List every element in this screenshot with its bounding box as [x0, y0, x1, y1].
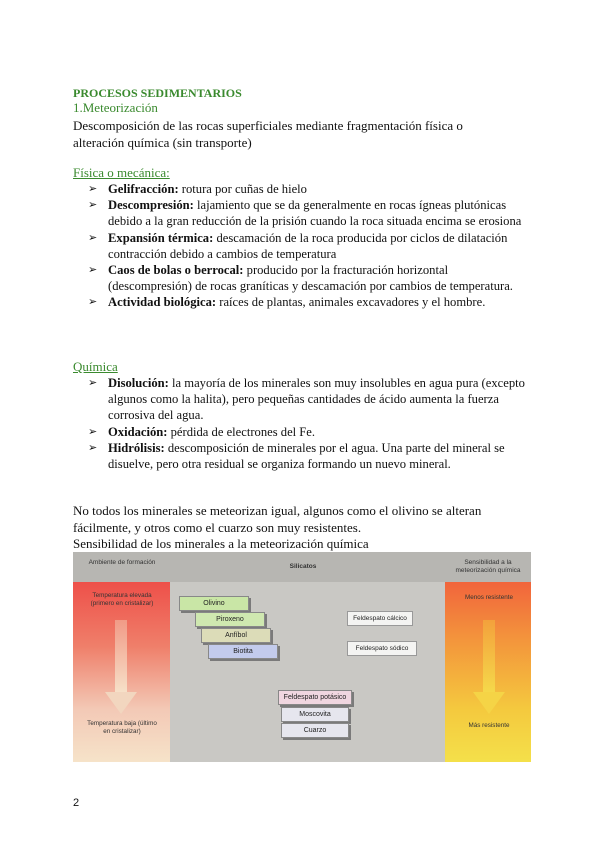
list-item — [88, 230, 528, 262]
item-text: la mayoría de los minerales son muy insolubles en agua pura (excepto algunos como la halita), pero pequeñas cantidades de ácido aumenta la fuerza corrosiva del agua. — [108, 376, 525, 423]
section-heading: PROCESOS SEDIMENTARIOS — [73, 86, 242, 100]
item-text: descomposición de minerales por el agua. Una parte del mineral se disuelve, pero otra residual se organiza formando un nuevo mineral. — [108, 440, 505, 472]
item-text: descamación de la roca producida por ciclos de dilatación contracción debido a cambios de temperatura — [108, 230, 508, 261]
arrow-bullet-icon: ➢ — [88, 183, 98, 195]
less-resistant-label: Menos resistente — [465, 594, 513, 601]
figure-caption: Sensibilidad de los minerales a la meteorización química — [73, 536, 369, 551]
silicates-header: Silicatos — [289, 563, 317, 570]
subsection-heading: 1.Meteorización — [73, 100, 158, 115]
arrow-bullet-icon: ➢ — [88, 425, 98, 438]
item-text: producido por la fracturación horizontal (descompresión) de rocas graníticas y descamación por cambios de temperatura. — [108, 263, 513, 294]
arrow-down-icon-head — [473, 692, 505, 714]
arrow-bullet-icon: ➢ — [88, 441, 98, 454]
low-temperature-label: Temperatura baja (último en cristalizar) — [87, 720, 157, 735]
closing-line: No todos los minerales se meteorizan igual, algunos como el olivino se alteran — [73, 503, 482, 518]
mineral-biotite: Biotita — [208, 644, 278, 659]
item-text: pérdida de electrones del Fe. — [167, 424, 316, 439]
arrow-bullet-icon: ➢ — [88, 296, 98, 309]
list-item — [88, 294, 528, 310]
mineral-olivine: Olivino — [179, 596, 249, 611]
high-temperature-label: Temperatura elevada (primero en cristalizar) — [90, 592, 154, 607]
feldspar-sodic: Feldespato sódico — [347, 641, 417, 656]
list-item — [88, 262, 528, 294]
mineral-pyroxene: Piroxeno — [195, 612, 265, 627]
more-resistant-label: Más resistente — [468, 722, 510, 729]
physical-section-title: Física o mecánica: — [73, 165, 170, 180]
mineral-muscovite: Moscovita — [281, 707, 349, 722]
item-term: Expansión térmica: — [108, 230, 214, 245]
closing-paragraph — [73, 503, 523, 553]
list-item — [88, 181, 528, 197]
formation-header: Ambiente de formación — [88, 559, 156, 566]
physical-list — [88, 181, 528, 311]
mineral-quartz: Cuarzo — [281, 723, 349, 738]
page-number: 2 — [73, 797, 80, 809]
item-text: lajamiento que se da generalmente en rocas ígneas plutónicas debido a la gran reducción de la prisión cuando la roca situada encima se erosiona — [108, 198, 522, 229]
chemical-list — [88, 375, 528, 472]
weathering-figure — [73, 552, 531, 762]
item-term: Gelifracción: — [108, 182, 179, 196]
arrow-bullet-icon: ➢ — [88, 199, 98, 212]
list-item — [88, 375, 528, 424]
chemical-section-title: Química — [73, 359, 118, 374]
arrow-down-icon — [115, 620, 127, 692]
list-item — [88, 424, 528, 440]
arrow-bullet-icon: ➢ — [88, 231, 98, 244]
feldspar-calcic: Feldespato cálcico — [347, 611, 413, 626]
mineral-potassium-feldspar: Feldespato potásico — [278, 690, 352, 705]
mineral-amphibole: Anfíbol — [201, 628, 271, 643]
list-item — [88, 197, 528, 229]
arrow-bullet-icon: ➢ — [88, 377, 98, 389]
item-term: Descompresión: — [108, 198, 194, 213]
arrow-down-icon-head — [105, 692, 137, 714]
item-text: raíces de plantas, animales excavadores y el hombre. — [216, 295, 486, 310]
intro-paragraph — [73, 118, 523, 151]
item-term: Oxidación: — [108, 424, 168, 439]
item-term: Actividad biológica: — [108, 295, 217, 310]
list-item — [88, 440, 528, 472]
item-term: Disolución: — [108, 376, 169, 390]
intro-line: Descomposición de las rocas superficiales mediante fragmentación física o — [73, 118, 463, 133]
item-text: rotura por cuñas de hielo — [178, 182, 307, 196]
arrow-down-icon — [483, 620, 495, 692]
sensitivity-header: Sensibilidad a la meteorización química — [455, 559, 521, 574]
item-term: Caos de bolas o berrocal: — [108, 263, 244, 278]
item-term: Hidrólisis: — [108, 440, 165, 455]
arrow-bullet-icon: ➢ — [88, 264, 98, 277]
closing-line: fácilmente, y otros como el cuarzo son muy resistentes. — [73, 519, 362, 535]
intro-line: alteración química (sin transporte) — [73, 134, 252, 150]
